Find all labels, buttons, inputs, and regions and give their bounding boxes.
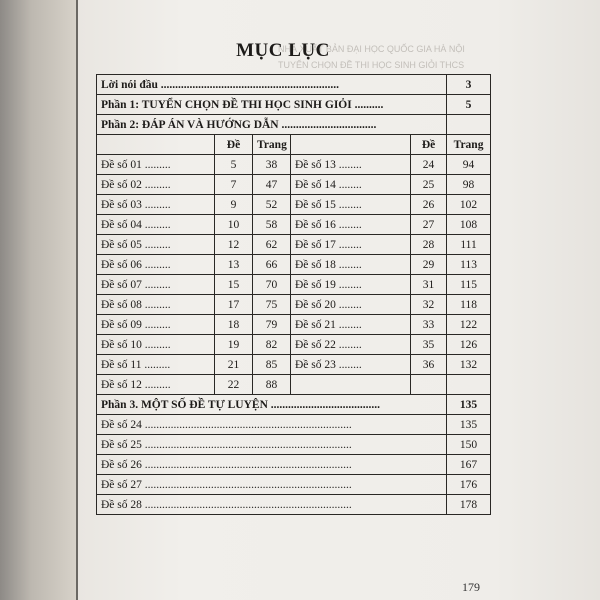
exam-page: 66 [253, 255, 291, 275]
table-row [97, 235, 491, 255]
facing-page [0, 0, 78, 600]
table-row [97, 455, 491, 475]
exam-label: Đề số 01 ......... [97, 155, 215, 175]
exam-page: 85 [253, 355, 291, 375]
section-label: Phần 2: ĐÁP ÁN VÀ HƯỚNG DẪN ................................. [97, 115, 447, 135]
exam-de: 36 [411, 355, 447, 375]
exam-label: Đề số 18 ........ [291, 255, 411, 275]
table-row [97, 175, 491, 195]
exam-label: Đề số 05 ......... [97, 235, 215, 255]
section-page: 135 [447, 395, 491, 415]
exam-page: 108 [447, 215, 491, 235]
exam-label: Đề số 03 ......... [97, 195, 215, 215]
exam-page: 176 [447, 475, 491, 495]
table-row [97, 315, 491, 335]
table-row [97, 435, 491, 455]
exam-label [291, 375, 411, 395]
exam-page: 102 [447, 195, 491, 215]
exam-de: 13 [215, 255, 253, 275]
exam-page: 88 [253, 375, 291, 395]
exam-page: 58 [253, 215, 291, 235]
exam-page [447, 375, 491, 395]
header-de: Đề [215, 135, 253, 155]
exam-page: 38 [253, 155, 291, 175]
exam-page: 118 [447, 295, 491, 315]
exam-page: 94 [447, 155, 491, 175]
exam-label: Đề số 13 ........ [291, 155, 411, 175]
toc-section-row [97, 75, 491, 95]
exam-page: 111 [447, 235, 491, 255]
exam-page: 98 [447, 175, 491, 195]
exam-label: Đề số 22 ........ [291, 335, 411, 355]
exam-label: Đề số 28 ........................................................................ [97, 495, 447, 515]
exam-label: Đề số 02 ......... [97, 175, 215, 195]
exam-de: 18 [215, 315, 253, 335]
exam-page: 150 [447, 435, 491, 455]
exam-label: Đề số 17 ........ [291, 235, 411, 255]
section-label: Phần 1: TUYỂN CHỌN ĐỀ THI HỌC SINH GIỎI .......... [97, 95, 447, 115]
section-page: 5 [447, 95, 491, 115]
section-label: Phần 3. MỘT SỐ ĐỀ TỰ LUYỆN ...................................... [97, 395, 447, 415]
exam-page: 167 [447, 455, 491, 475]
exam-page: 122 [447, 315, 491, 335]
exam-de: 26 [411, 195, 447, 215]
exam-de: 12 [215, 235, 253, 255]
exam-de: 5 [215, 155, 253, 175]
exam-label: Đề số 15 ........ [291, 195, 411, 215]
exam-page: 82 [253, 335, 291, 355]
bleed-through-text: TUYỂN CHỌN ĐỀ THI HỌC SINH GIỎI THCS [278, 60, 465, 70]
exam-page: 47 [253, 175, 291, 195]
exam-label: Đề số 08 ......... [97, 295, 215, 315]
exam-label: Đề số 27 ........................................................................ [97, 475, 447, 495]
exam-page: 115 [447, 275, 491, 295]
exam-label: Đề số 25 ........................................................................ [97, 435, 447, 455]
exam-page: 178 [447, 495, 491, 515]
header-trang: Trang [447, 135, 491, 155]
page-number: 179 [462, 580, 480, 594]
exam-label: Đề số 23 ........ [291, 355, 411, 375]
exam-page: 126 [447, 335, 491, 355]
exam-de: 19 [215, 335, 253, 355]
exam-de: 10 [215, 215, 253, 235]
exam-label: Đề số 04 ......... [97, 215, 215, 235]
exam-de: 21 [215, 355, 253, 375]
table-row [97, 295, 491, 315]
table-row [97, 215, 491, 235]
exam-label: Đề số 19 ........ [291, 275, 411, 295]
exam-label: Đề số 26 ........................................................................ [97, 455, 447, 475]
table-row [97, 355, 491, 375]
bleed-through-text: NHÀ XUẤT BẢN ĐẠI HỌC QUỐC GIA HÀ NỘI [278, 44, 465, 54]
header-de: Đề [411, 135, 447, 155]
exam-label: Đề số 09 ......... [97, 315, 215, 335]
toc-section-row [97, 95, 491, 115]
table-row [97, 255, 491, 275]
exam-page: 62 [253, 235, 291, 255]
table-row [97, 495, 491, 515]
exam-de: 31 [411, 275, 447, 295]
exam-label: Đề số 06 ......... [97, 255, 215, 275]
exam-page: 132 [447, 355, 491, 375]
header-trang: Trang [253, 135, 291, 155]
table-row [97, 335, 491, 355]
exam-page: 52 [253, 195, 291, 215]
exam-de: 7 [215, 175, 253, 195]
exam-page: 113 [447, 255, 491, 275]
toc-section-row [97, 115, 491, 135]
exam-label: Đề số 20 ........ [291, 295, 411, 315]
exam-de: 24 [411, 155, 447, 175]
exam-page: 135 [447, 415, 491, 435]
table-row [97, 375, 491, 395]
exam-de: 15 [215, 275, 253, 295]
exam-label: Đề số 07 ......... [97, 275, 215, 295]
exam-de: 29 [411, 255, 447, 275]
exam-de [411, 375, 447, 395]
exam-page: 79 [253, 315, 291, 335]
table-of-contents [96, 74, 491, 515]
exam-label: Đề số 24 ........................................................................ [97, 415, 447, 435]
table-row [97, 195, 491, 215]
exam-page: 70 [253, 275, 291, 295]
exam-label: Đề số 11 ......... [97, 355, 215, 375]
exam-de: 17 [215, 295, 253, 315]
page-title: MỤC LỤC [236, 40, 330, 61]
exam-de: 27 [411, 215, 447, 235]
exam-de: 25 [411, 175, 447, 195]
exam-label: Đề số 14 ........ [291, 175, 411, 195]
exam-de: 35 [411, 335, 447, 355]
table-row [97, 475, 491, 495]
exam-page: 75 [253, 295, 291, 315]
exam-de: 9 [215, 195, 253, 215]
section-page: 3 [447, 75, 491, 95]
section-page [447, 115, 491, 135]
table-row [97, 415, 491, 435]
toc-section-row [97, 395, 491, 415]
exam-label: Đề số 12 ......... [97, 375, 215, 395]
table-row [97, 155, 491, 175]
exam-label: Đề số 21 ........ [291, 315, 411, 335]
exam-de: 33 [411, 315, 447, 335]
table-row [97, 275, 491, 295]
column-header-row [97, 135, 491, 155]
exam-label: Đề số 16 ........ [291, 215, 411, 235]
exam-de: 32 [411, 295, 447, 315]
section-label: Lời nói đầu .............................................................. [97, 75, 447, 95]
exam-label: Đề số 10 ......... [97, 335, 215, 355]
exam-de: 22 [215, 375, 253, 395]
exam-de: 28 [411, 235, 447, 255]
